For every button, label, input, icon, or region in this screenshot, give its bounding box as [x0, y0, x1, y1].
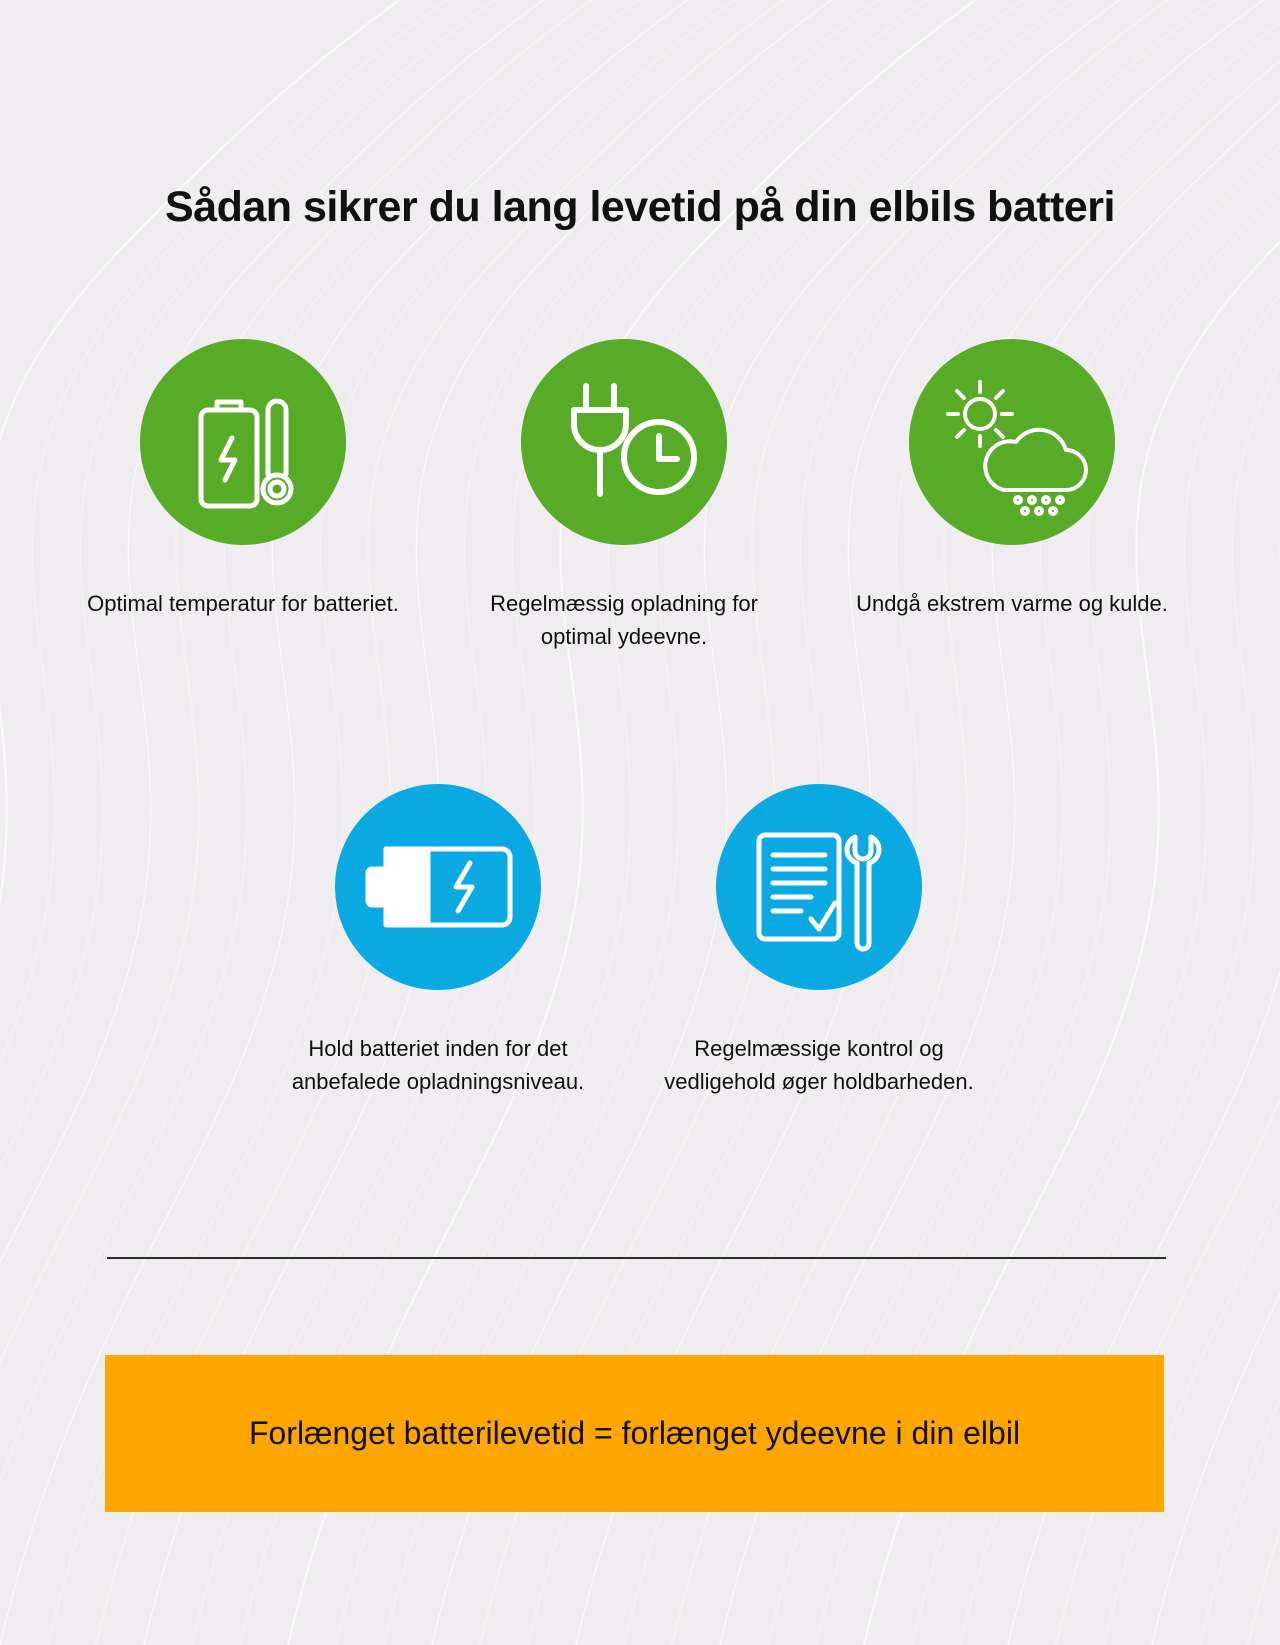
sun-snow-cloud-icon [932, 362, 1092, 522]
divider [107, 1257, 1166, 1259]
tip-icon-circle [335, 784, 541, 990]
tip-charging [464, 339, 784, 653]
tip-text: Regelmæssige kontrol og vedligehold øger holdbarheden. [664, 1036, 974, 1094]
checklist-wrench-icon [739, 807, 899, 967]
tip-icon-circle [909, 339, 1115, 545]
tip-maintenance [659, 784, 979, 1098]
tip-icon-circle [140, 339, 346, 545]
battery-charge-level-icon [358, 807, 518, 967]
banner-text: Forlænget batterilevetid = forlænget ydeevne i din elbil [248, 1415, 1021, 1451]
tip-text: Undgå ekstrem varme og kulde. [856, 591, 1168, 616]
tip-charge-level [278, 784, 598, 1098]
tip-text: Optimal temperatur for batteriet. [87, 591, 399, 616]
tip-text: Regelmæssig opladning for optimal ydeevne. [490, 591, 758, 649]
plug-clock-icon [544, 362, 704, 522]
tip-icon-circle [716, 784, 922, 990]
page-title: Sådan sikrer du lang levetid på din elbils batteri [165, 183, 1115, 231]
tip-text: Hold batteriet inden for det anbefalede opladningsniveau. [291, 1036, 585, 1094]
tip-weather [852, 339, 1172, 620]
battery-thermometer-icon [163, 362, 323, 522]
tip-icon-circle [521, 339, 727, 545]
tip-temperature [83, 339, 403, 620]
summary-banner [105, 1355, 1164, 1512]
